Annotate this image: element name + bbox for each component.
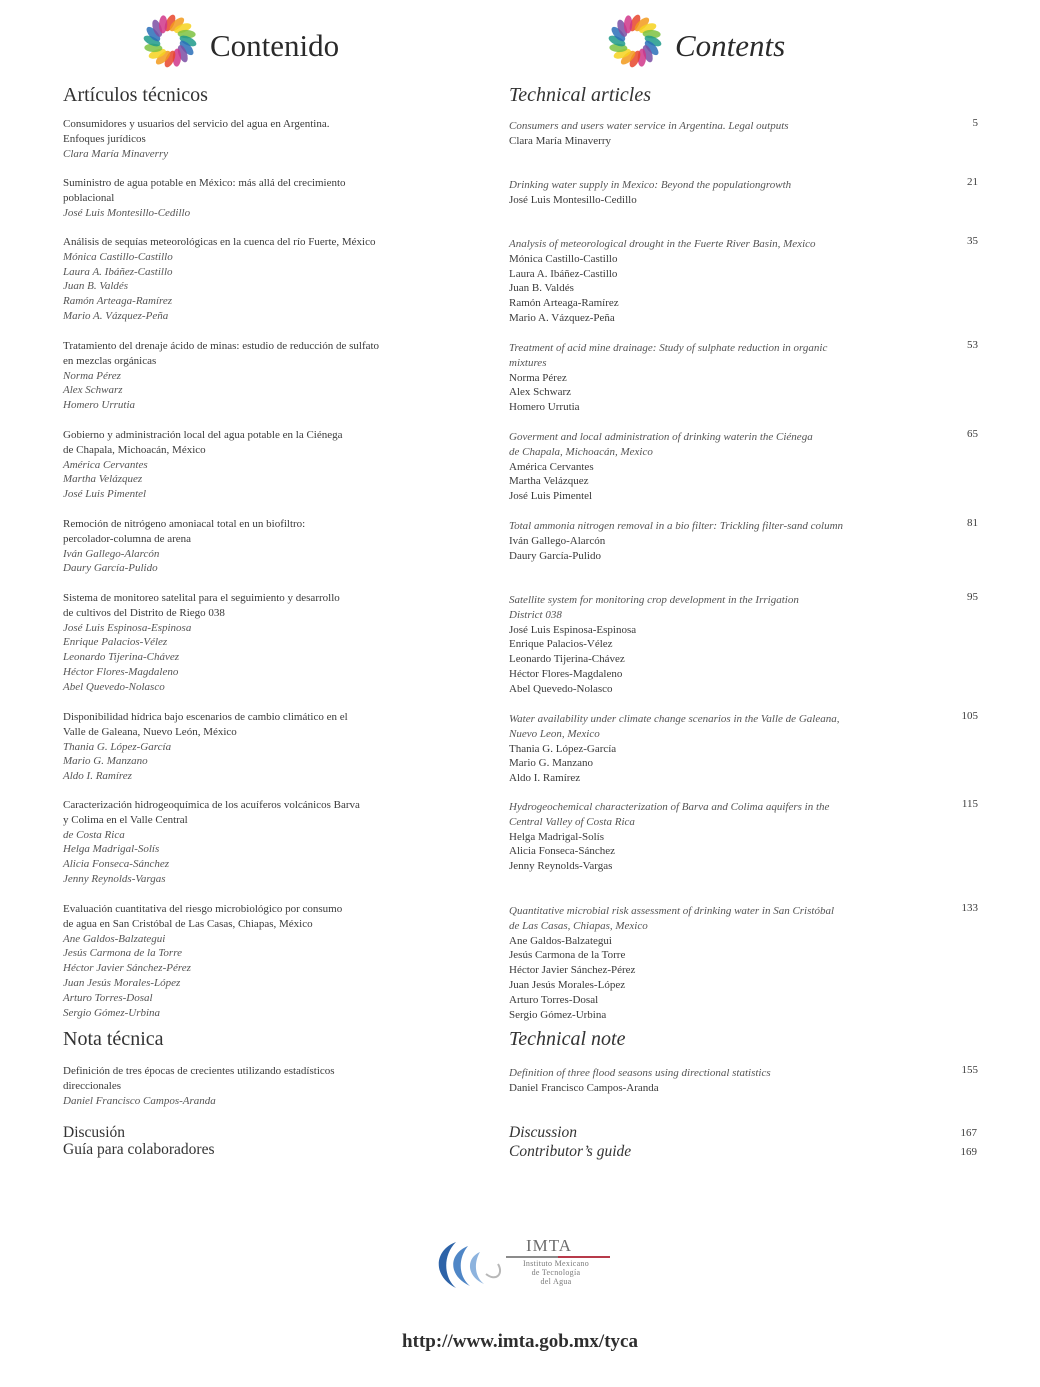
article-title-line: Central Valley of Costa Rica bbox=[509, 815, 635, 828]
article-author: Juan Jesús Morales-López bbox=[509, 978, 626, 991]
toc-entry-es[interactable] bbox=[63, 902, 443, 1020]
article-author: José Luis Espinosa-Espinosa bbox=[509, 623, 637, 636]
article-author: Mario G. Manzano bbox=[509, 757, 594, 770]
article-title-line: de agua en San Cristóbal de Las Casas, Chiapas, México bbox=[63, 917, 313, 930]
article-author: Clara María Minaverry bbox=[509, 134, 612, 147]
journal-logo-icon bbox=[142, 13, 198, 69]
divider bbox=[506, 1256, 610, 1258]
article-title-line: Suministro de agua potable en México: más allá del crecimiento bbox=[63, 177, 346, 189]
article-title-line: Total ammonia nitrogen removal in a bio filter: Trickling filter-sand column bbox=[509, 520, 844, 532]
page-number: 155 bbox=[961, 1064, 978, 1076]
toc-entry-en[interactable] bbox=[509, 712, 869, 786]
article-title-line: Definition of three flood seasons using directional statistics bbox=[509, 1067, 771, 1079]
article-author: Helga Madrigal-Solís bbox=[63, 843, 160, 856]
article-author: Norma Pérez bbox=[63, 369, 121, 382]
article-author: Jenny Reynolds-Vargas bbox=[509, 860, 613, 873]
article-author: Leonardo Tijerina-Chávez bbox=[63, 651, 180, 664]
toc-entry-discussion-es[interactable]: Discusión bbox=[63, 1124, 125, 1141]
article-title-line: Quantitative microbial risk assessment of drinking water in San Cristóbal bbox=[509, 905, 835, 917]
toc-entry-en[interactable] bbox=[509, 341, 869, 415]
toc-entry-es[interactable] bbox=[63, 176, 443, 220]
toc-entry-en[interactable] bbox=[509, 430, 869, 504]
article-title-line: Enfoques jurídicos bbox=[63, 132, 146, 145]
article-author: José Luis Pimentel bbox=[63, 488, 147, 501]
article-author: de Costa Rica bbox=[63, 828, 125, 841]
article-author: Alex Schwarz bbox=[509, 386, 572, 399]
toc-entry-es[interactable] bbox=[63, 710, 443, 784]
toc-entry-en[interactable] bbox=[509, 904, 869, 1022]
toc-entry-en[interactable] bbox=[509, 800, 869, 874]
article-author: Héctor Javier Sánchez-Pérez bbox=[509, 964, 636, 977]
article-title-line: Definición de tres épocas de crecientes utilizando estadísticos bbox=[63, 1065, 335, 1077]
article-title-line: Valle de Galeana, Nuevo León, México bbox=[63, 725, 237, 738]
page-number: 53 bbox=[967, 339, 978, 351]
article-title-line: Hydrogeochemical characterization of Barva and Colima aquifers in the bbox=[509, 801, 830, 813]
article-author: Aldo I. Ramírez bbox=[63, 770, 132, 783]
article-author: Thania G. López-García bbox=[509, 742, 617, 755]
article-title-line: de cultivos del Distrito de Riego 038 bbox=[63, 606, 225, 619]
article-title-line: mixtures bbox=[509, 356, 547, 369]
toc-entry-es[interactable] bbox=[63, 1064, 443, 1108]
article-title-line: Sistema de monitoreo satelital para el seguimiento y desarrollo bbox=[63, 592, 340, 604]
article-author: Leonardo Tijerina-Chávez bbox=[509, 653, 625, 666]
toc-entry-es[interactable] bbox=[63, 591, 443, 695]
article-author: Helga Madrigal-Solís bbox=[509, 830, 605, 843]
header-en bbox=[607, 10, 785, 72]
article-title-line: Nuevo Leon, Mexico bbox=[509, 727, 600, 740]
section-title-articles-en: Technical articles bbox=[509, 84, 652, 106]
toc-entry-guide-es[interactable]: Guía para colaboradores bbox=[63, 1141, 215, 1158]
article-author: Daury García-Pulido bbox=[509, 549, 601, 562]
toc-entry-es[interactable] bbox=[63, 428, 443, 502]
page-number: 81 bbox=[967, 517, 978, 529]
toc-entry-es[interactable] bbox=[63, 235, 443, 324]
article-author: Alicia Fonseca-Sánchez bbox=[509, 845, 615, 858]
article-title-line: Análisis de sequías meteorológicas en la cuenca del río Fuerte, México bbox=[63, 236, 376, 248]
page-number: 169 bbox=[960, 1146, 977, 1158]
article-author: América Cervantes bbox=[63, 458, 148, 471]
imta-abbreviation: IMTA bbox=[526, 1236, 573, 1255]
article-author: Daury García-Pulido bbox=[63, 562, 158, 575]
toc-entry-en[interactable] bbox=[509, 237, 869, 326]
article-author: Arturo Torres-Dosal bbox=[509, 993, 599, 1006]
article-author: Alicia Fonseca-Sánchez bbox=[63, 858, 169, 871]
toc-entry-en[interactable] bbox=[509, 178, 869, 208]
article-author: Mónica Castillo-Castillo bbox=[509, 252, 618, 265]
article-title-line: Remoción de nitrógeno amoniacal total en un biofiltro: bbox=[63, 518, 306, 530]
website-link[interactable]: http://www.imta.gob.mx/tyca bbox=[402, 1331, 638, 1352]
toc-entry-en[interactable] bbox=[509, 1066, 869, 1096]
toc-entry-es[interactable] bbox=[63, 517, 443, 576]
page-number: 167 bbox=[960, 1127, 977, 1139]
article-title-line: y Colima en el Valle Central bbox=[63, 813, 188, 826]
article-author: Mario A. Vázquez-Peña bbox=[509, 311, 615, 324]
section-title-note-es: Nota técnica bbox=[63, 1028, 164, 1050]
article-author: Ramón Arteaga-Ramírez bbox=[63, 295, 173, 308]
article-author: Jesús Carmona de la Torre bbox=[509, 949, 626, 962]
toc-entry-es[interactable] bbox=[63, 117, 443, 161]
article-title-line: de Chapala, Michoacán, México bbox=[63, 443, 206, 456]
article-author: Laura A. Ibáñez-Castillo bbox=[509, 267, 618, 280]
article-title-line: Consumidores y usuarios del servicio del agua en Argentina. bbox=[63, 118, 330, 130]
article-author: Sergio Gómez-Urbina bbox=[509, 1008, 607, 1021]
article-title-line: District 038 bbox=[509, 608, 562, 621]
article-title-line: Drinking water supply in Mexico: Beyond the populationgrowth bbox=[509, 179, 792, 191]
page-number: 65 bbox=[967, 428, 978, 440]
article-title-line: Treatment of acid mine drainage: Study of sulphate reduction in organic bbox=[509, 342, 828, 354]
article-author: Aldo I. Ramírez bbox=[509, 772, 581, 785]
article-title-line: Disponibilidad hídrica bajo escenarios de cambio climático en el bbox=[63, 711, 348, 723]
page-number: 21 bbox=[967, 176, 978, 188]
section-title-note-en: Technical note bbox=[509, 1028, 626, 1050]
article-author: José Luis Montesillo-Cedillo bbox=[509, 193, 637, 206]
article-author: Daniel Francisco Campos-Aranda bbox=[63, 1094, 216, 1107]
journal-logo-icon bbox=[607, 13, 663, 69]
article-title-line: Evaluación cuantitativa del riesgo microbiológico por consumo bbox=[63, 903, 343, 915]
toc-entry-es[interactable] bbox=[63, 798, 443, 887]
toc-entry-discussion-en[interactable]: Discussion bbox=[509, 1124, 578, 1141]
article-author: Mario A. Vázquez-Peña bbox=[63, 309, 169, 322]
article-author: José Luis Pimentel bbox=[509, 490, 593, 503]
toc-entry-en[interactable] bbox=[509, 593, 869, 697]
article-author: Laura A. Ibáñez-Castillo bbox=[63, 265, 173, 278]
article-author: José Luis Espinosa-Espinosa bbox=[63, 621, 192, 634]
article-author: Arturo Torres-Dosal bbox=[63, 991, 153, 1004]
imta-full-name: Instituto Mexicano de Tecnología del Agua bbox=[522, 1259, 590, 1287]
article-title-line: Gobierno y administración local del agua potable en la Ciénega bbox=[63, 429, 343, 441]
toc-entry-es[interactable] bbox=[63, 339, 443, 413]
page-number: 105 bbox=[961, 710, 978, 722]
article-author: Abel Quevedo-Nolasco bbox=[63, 680, 165, 693]
article-author: Jesús Carmona de la Torre bbox=[63, 947, 182, 960]
page-number: 133 bbox=[961, 902, 978, 914]
article-author: Iván Gallego-Alarcón bbox=[509, 534, 606, 547]
article-author: Iván Gallego-Alarcón bbox=[63, 547, 160, 560]
toc-entry-en[interactable] bbox=[509, 519, 869, 563]
page-title-en: Contents bbox=[675, 27, 786, 63]
article-title-line: direccionales bbox=[63, 1079, 122, 1092]
article-author: Clara María Minaverry bbox=[63, 147, 169, 160]
article-title-line: de Chapala, Michoacán, Mexico bbox=[509, 445, 653, 458]
article-author: Enrique Palacios-Vélez bbox=[63, 636, 168, 649]
article-author: Juan B. Valdés bbox=[63, 280, 129, 293]
article-author: Ane Galdos-Balzategui bbox=[63, 932, 166, 945]
article-author: Juan Jesús Morales-López bbox=[63, 976, 181, 989]
article-author: Homero Urrutia bbox=[509, 401, 580, 414]
article-author: Homero Urrutia bbox=[63, 399, 136, 412]
article-author: Mario G. Manzano bbox=[63, 755, 148, 768]
article-author: Héctor Flores-Magdaleno bbox=[63, 665, 179, 678]
article-title-line: Water availability under climate change scenarios in the Valle de Galeana, bbox=[509, 713, 840, 725]
article-title-line: Tratamiento del drenaje ácido de minas: estudio de reducción de sulfato bbox=[63, 340, 380, 352]
article-title-line: Consumers and users water service in Argentina. Legal outputs bbox=[509, 120, 789, 132]
article-title-line: en mezclas orgánicas bbox=[63, 354, 157, 367]
article-title-line: Caracterización hidrogeoquímica de los acuíferos volcánicos Barva bbox=[63, 799, 360, 811]
header-es bbox=[142, 10, 339, 72]
article-author: Martha Velázquez bbox=[63, 473, 143, 486]
page-number: 35 bbox=[967, 235, 978, 247]
article-title-line: percolador-columna de arena bbox=[63, 532, 192, 545]
page-title-es: Contenido bbox=[210, 27, 340, 63]
page-number: 5 bbox=[972, 117, 978, 129]
article-author: Sergio Gómez-Urbina bbox=[63, 1006, 161, 1019]
article-title-line: Analysis of meteorological drought in the Fuerte River Basin, Mexico bbox=[509, 238, 816, 250]
article-title-line: Satellite system for monitoring crop development in the Irrigation bbox=[509, 594, 799, 606]
article-author: Mónica Castillo-Castillo bbox=[63, 250, 173, 263]
article-author: José Luis Montesillo-Cedillo bbox=[63, 206, 191, 219]
article-title-line: Goverment and local administration of drinking waterin the Ciénega bbox=[509, 431, 813, 443]
article-author: Thania G. López-García bbox=[63, 740, 172, 753]
section-title-articles-es: Artículos técnicos bbox=[63, 84, 208, 106]
article-title-line: poblacional bbox=[63, 191, 115, 204]
article-author: Daniel Francisco Campos-Aranda bbox=[509, 1081, 659, 1094]
article-author: Jenny Reynolds-Vargas bbox=[63, 872, 166, 885]
article-author: Martha Velázquez bbox=[509, 475, 589, 488]
article-author: Héctor Flores-Magdaleno bbox=[509, 667, 623, 680]
page-number: 115 bbox=[961, 798, 978, 810]
article-author: Enrique Palacios-Vélez bbox=[509, 638, 613, 651]
article-author: Ramón Arteaga-Ramírez bbox=[509, 297, 619, 310]
article-author: Abel Quevedo-Nolasco bbox=[509, 682, 613, 695]
page-number: 95 bbox=[967, 591, 978, 603]
article-author: América Cervantes bbox=[509, 460, 594, 473]
toc-entry-en[interactable] bbox=[509, 119, 869, 149]
article-author: Héctor Javier Sánchez-Pérez bbox=[63, 962, 191, 975]
article-author: Juan B. Valdés bbox=[509, 282, 574, 295]
article-author: Ane Galdos-Balzategui bbox=[509, 934, 612, 947]
article-author: Alex Schwarz bbox=[63, 384, 123, 397]
article-author: Norma Pérez bbox=[509, 371, 567, 384]
article-title-line: de Las Casas, Chiapas, Mexico bbox=[509, 919, 648, 932]
toc-entry-guide-en[interactable]: Contributor’s guide bbox=[509, 1143, 632, 1160]
